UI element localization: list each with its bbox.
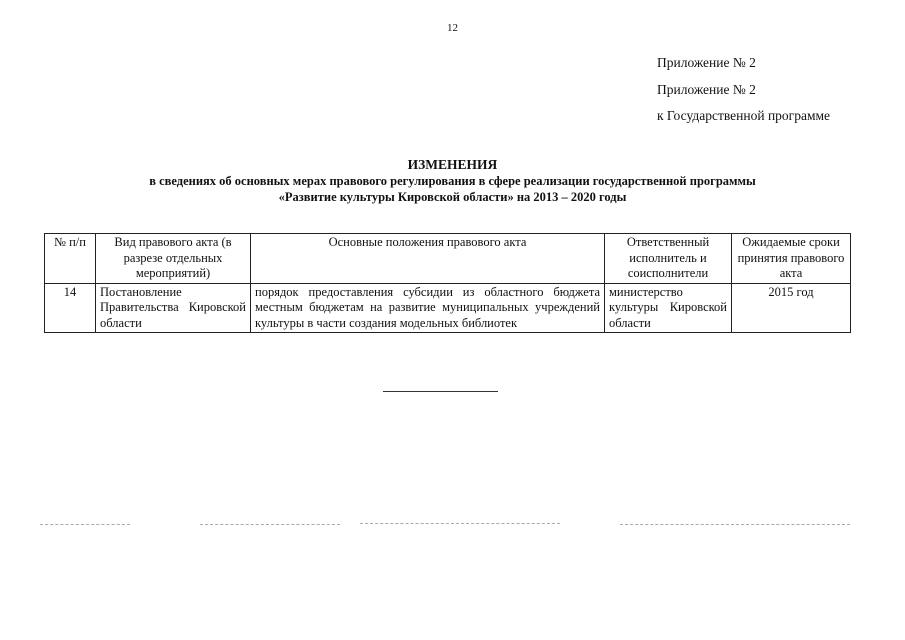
- column-header-responsible: Ответственный исполнитель и соисполнители: [605, 234, 732, 284]
- row-responsible: министерство культуры Кировской области: [605, 283, 732, 333]
- column-header-deadline: Ожидаемые сроки принятия правового акта: [732, 234, 851, 284]
- column-header-provisions: Основные положения правового акта: [251, 234, 605, 284]
- appendix-line-3: к Государственной программе: [657, 108, 831, 123]
- column-header-act-type: Вид правового акта (в разрезе отдельных мероприятий): [96, 234, 251, 284]
- title-line-2: в сведениях об основных мерах правового регулирования в сфере реализации государственной программы: [149, 174, 756, 188]
- table-row: [45, 283, 851, 333]
- column-header-number: № п/п: [45, 234, 96, 284]
- document-title: [40, 157, 865, 205]
- appendix-line-2: Приложение № 2: [657, 82, 756, 97]
- title-main: ИЗМЕНЕНИЯ: [407, 157, 498, 172]
- scan-artifact-line: [360, 523, 560, 524]
- page-number: 12: [447, 22, 458, 34]
- scan-artifact-line: [200, 524, 340, 525]
- row-deadline: 2015 год: [732, 283, 851, 333]
- scan-artifact-line: [40, 524, 130, 525]
- row-provisions: порядок предоставления субсидии из областного бюджета местным бюджетам на развитие муниципальных учреждений культуры в части создания модельных библиотек: [251, 283, 605, 333]
- row-number: 14: [45, 283, 96, 333]
- row-act-type: Постановление Правительства Кировской области: [96, 283, 251, 333]
- title-line-3: «Развитие культуры Кировской области» на 2013 – 2020 годы: [278, 190, 627, 204]
- appendix-line-1: Приложение № 2: [657, 55, 756, 70]
- scan-artifact-line: [620, 524, 850, 525]
- end-rule: [383, 391, 498, 392]
- table-header-row: [45, 234, 851, 284]
- legal-acts-table: [44, 233, 851, 333]
